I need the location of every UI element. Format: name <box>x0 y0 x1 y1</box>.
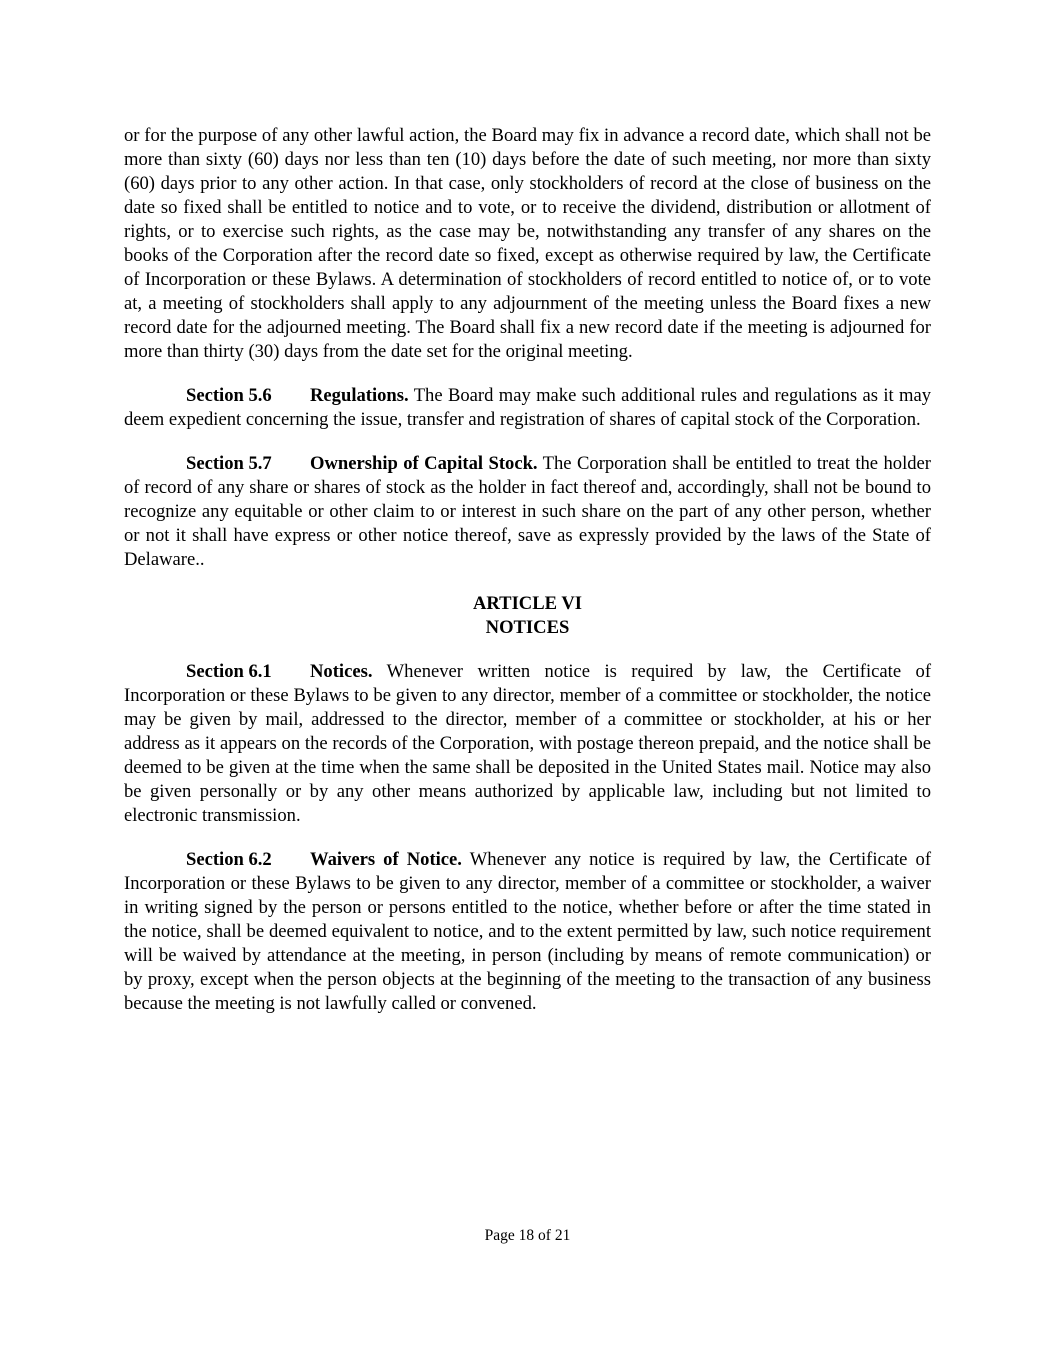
section-title: Notices. <box>310 661 373 682</box>
section-number: Section 6.2 <box>186 849 272 870</box>
section-title: Ownership of Capital Stock. <box>310 453 538 474</box>
page-number: Page 18 of 21 <box>484 1227 571 1244</box>
section-6-2-paragraph <box>124 848 931 1016</box>
continuation-paragraph: or for the purpose of any other lawful action, the Board may fix in advance a record date, which shall not be more than sixty (60) days nor less than ten (10) days before the date of such meeting, nor more than sixty (60) days prior to any other action. In that case, only stockholders of record at the close of business on the date so fixed shall be entitled to notice and to vote, or to receive the dividend, distribution or allotment of rights, or to exercise such rights, as the case may be, notwithstanding any transfer of any shares on the books of the Corporation after the record date so fixed, except as otherwise required by law, the Certificate of Incorporation or these Bylaws. A determination of stockholders of record entitled to notice of, or to vote at, a meeting of stockholders shall apply to any adjournment of the meeting unless the Board fixes a new record date for the adjourned meeting. The Board shall fix a new record date if the meeting is adjourned for more than thirty (30) days from the date set for the original meeting. <box>124 125 931 362</box>
section-number: Section 5.7 <box>186 453 272 474</box>
section-title: Regulations. <box>310 385 409 406</box>
section-body: The Board may make such additional rules and regulations as it may deem expedient concerning the issue, transfer and registration of shares of capital stock of the Corporation. <box>124 385 932 430</box>
section-6-1-paragraph <box>124 660 931 828</box>
article-heading-block <box>124 592 931 640</box>
section-body: The Corporation shall be entitled to treat the holder of record of any share or shares of stock as the holder in fact thereof and, accordingly, shall not be bound to recognize any equitable or other claim to or interest in such share on the part of any other person, whether or not it shall have express or other notice thereof, save as expressly provided by the laws of the State of Delaware.. <box>124 453 931 570</box>
section-5-6-paragraph <box>124 384 931 432</box>
section-number: Section 6.1 <box>186 661 272 682</box>
section-body: Whenever any notice is required by law, the Certificate of Incorporation or these Bylaws to be given to any director, member of a committee or stockholder, a waiver in writing signed by the person or persons entitled to the notice, whether before or after the time stated in the notice, shall be deemed equivalent to notice, and to the extent permitted by law, such notice requirement will be waived by attendance at the meeting, in person (including by means of remote communication) or by proxy, except when the person objects at the beginning of the meeting to the transaction of any business because the meeting is not lawfully called or convened. <box>124 849 932 1014</box>
section-body: Whenever written notice is required by law, the Certificate of Incorporation or these Bylaws to be given to any director, member of a committee or stockholder, the notice may be given by mail, addressed to the director, member of a committee or stockholder, at his or her address as it appears on the records of the Corporation, with postage thereon prepaid, and the notice shall be deemed to be given at the time when the same shall be deposited in the United States mail. Notice may also be given personally or by any other means authorized by applicable law, including but not limited to electronic transmission. <box>124 661 932 826</box>
page-footer <box>0 1226 1055 1246</box>
section-5-7-paragraph <box>124 452 931 572</box>
article-heading: ARTICLE VI <box>472 593 583 614</box>
page-content <box>124 124 931 1016</box>
article-subheading: NOTICES <box>485 617 570 638</box>
section-number: Section 5.6 <box>186 385 272 406</box>
section-title: Waivers of Notice. <box>310 849 462 870</box>
